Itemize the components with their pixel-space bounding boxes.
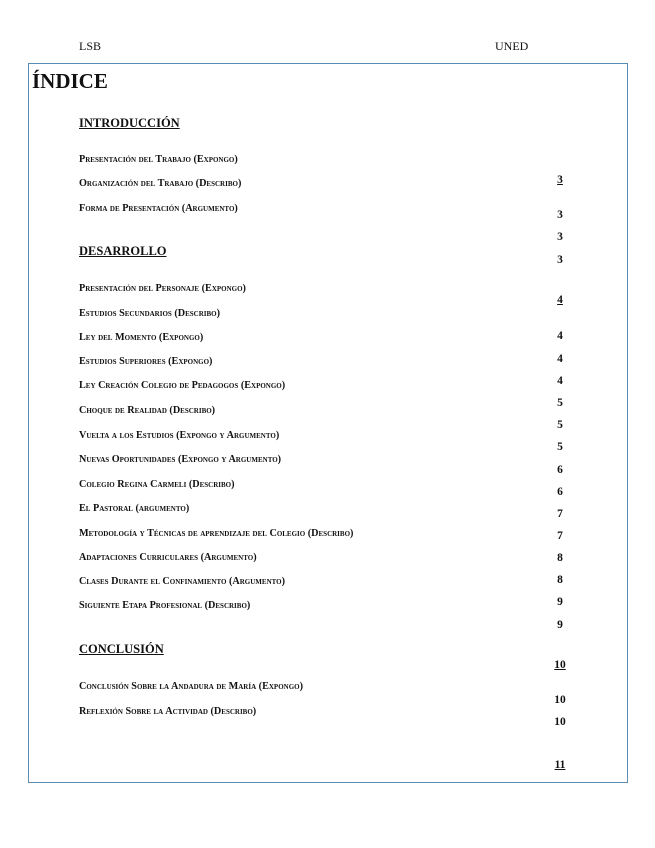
section-conclusion: CONCLUSIÓN [79, 642, 164, 656]
toc-entry: Ley del Momento (Expongo) [79, 332, 204, 343]
toc-entry: Siguiente Etapa Profesional (Describo) [79, 600, 251, 611]
toc-entry: Forma de Presentación (Argumento) [79, 203, 238, 214]
toc-entry: El Pastoral (argumento) [79, 503, 190, 514]
toc-entry: Estudios Superiores (Expongo) [79, 356, 213, 367]
page-number: 4 [557, 330, 563, 342]
toc-entry: Presentación del Personaje (Expongo) [79, 283, 246, 294]
toc-entry: Ley Creación Colegio de Pedagogos (Expongo) [79, 380, 286, 391]
page-number: 4 [557, 353, 563, 365]
page-number: 4 [557, 375, 563, 387]
page-number: 5 [557, 441, 563, 453]
toc-entry: Presentación del Trabajo (Expongo) [79, 154, 238, 165]
toc-entry: Colegio Regina Carmeli (Describo) [79, 479, 235, 490]
page-number: 3 [557, 231, 563, 243]
toc-entry: Vuelta a los Estudios (Expongo y Argumento) [79, 430, 280, 441]
page-number: 5 [557, 397, 563, 409]
toc-entry: Adaptaciones Curriculares (Argumento) [79, 552, 257, 563]
page-number: 7 [557, 508, 563, 520]
header-left: LSB [79, 39, 102, 53]
page-number: 9 [557, 619, 563, 631]
toc-entry: Estudios Secundarios (Describo) [79, 308, 221, 319]
toc-entry: Clases Durante el Confinamiento (Argumento) [79, 576, 286, 587]
toc-entry: Reflexión Sobre la Actividad (Describo) [79, 706, 257, 717]
page-title: ÍNDICE [32, 69, 108, 93]
section-introduccion: INTRODUCCIÓN [79, 116, 180, 130]
page-number: 7 [557, 530, 563, 542]
page-number: 8 [557, 552, 563, 564]
toc-entry: Organización del Trabajo (Describo) [79, 178, 242, 189]
page-number: 9 [557, 596, 563, 608]
page-number: 8 [557, 574, 563, 586]
header-right: UNED [495, 39, 529, 53]
page-number: 10 [554, 694, 566, 706]
page-number: 6 [557, 486, 563, 498]
toc-entry: Metodología y Técnicas de aprendizaje del Colegio (Describo) [79, 528, 354, 539]
page-number: 3 [557, 174, 563, 186]
page-number: 4 [557, 294, 563, 306]
section-desarrollo: DESARROLLO [79, 244, 167, 258]
index-frame [28, 63, 628, 783]
page-number: 10 [554, 659, 566, 671]
toc-entry: Nuevas Oportunidades (Expongo y Argumento) [79, 454, 282, 465]
toc-entry: Choque de Realidad (Describo) [79, 405, 216, 416]
page-number: 5 [557, 419, 563, 431]
page-number: 10 [554, 716, 566, 728]
page-number: 3 [557, 254, 563, 266]
toc-entry: Conclusión Sobre la Andadura de María (Expongo) [79, 681, 303, 692]
page-number: 3 [557, 209, 563, 221]
page-number: 6 [557, 464, 563, 476]
page-number: 11 [554, 759, 566, 771]
